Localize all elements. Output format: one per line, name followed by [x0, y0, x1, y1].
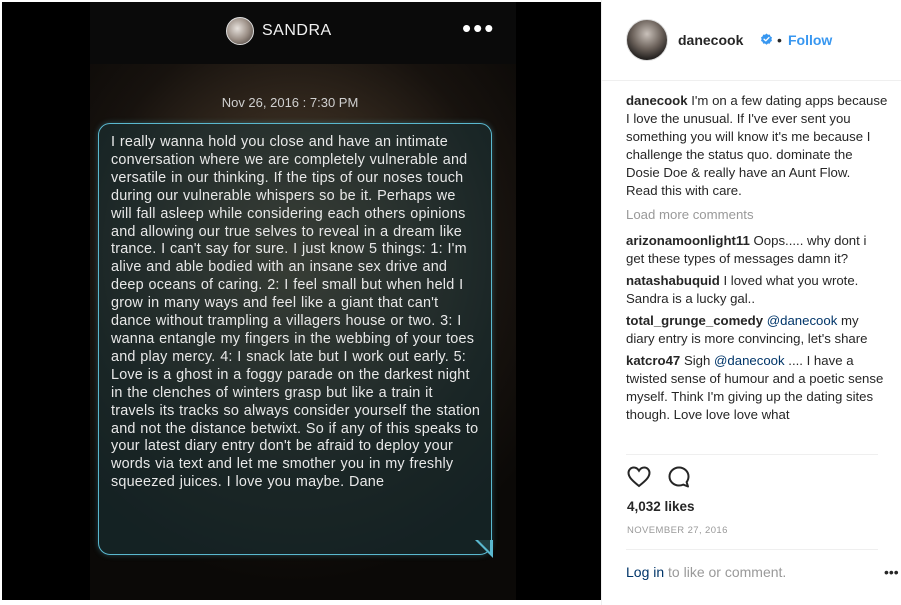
verified-badge-icon [760, 33, 773, 46]
contact-name: SANDRA [262, 22, 332, 39]
caption-text: I'm on a few dating apps because I love the unusual. If I've ever sent you something you will know it's me because I challenge the status quo. dominate the Dosie Doe & really have an Aunt Flow. [626, 93, 888, 180]
contact-avatar [226, 17, 254, 45]
message-bubble [98, 123, 492, 555]
comments-list [626, 92, 888, 454]
follow-button[interactable]: Follow [788, 32, 833, 48]
list-item [626, 312, 888, 348]
heart-icon[interactable] [626, 464, 652, 490]
list-item [626, 232, 888, 268]
comment-text: I loved what you wrote. Sandra is a lucky gal.. [626, 273, 859, 306]
login-prompt-text: to like or comment. [668, 564, 787, 580]
divider [626, 454, 878, 455]
more-options-icon[interactable]: ••• [884, 564, 899, 580]
comment-username[interactable]: total_grunge_comedy [626, 313, 764, 328]
comment-username[interactable]: natashabuquid [626, 273, 720, 288]
comment-text: Oops..... why dont i get these types of messages damn it? [626, 233, 867, 266]
comment-mention[interactable]: @danecook [766, 313, 838, 328]
likes-count[interactable]: 4,032 likes [627, 499, 695, 514]
avatar[interactable] [626, 19, 668, 61]
list-item [626, 272, 888, 308]
caption-text-2: Read this with care. [626, 183, 742, 198]
post-sidebar [601, 0, 901, 605]
post-header [602, 0, 901, 81]
caption [626, 92, 888, 200]
username-link[interactable]: danecook [678, 32, 744, 48]
comment-text: my diary entry is more convincing, let's share [626, 313, 868, 346]
load-more-comments[interactable]: Load more comments [626, 207, 754, 222]
bubble-tail-inner [478, 540, 490, 552]
list-item [626, 352, 888, 424]
caption-username[interactable]: danecook [626, 93, 688, 108]
header-separator: • [777, 32, 782, 48]
comment-icon[interactable] [666, 464, 692, 490]
comment-mention[interactable]: @danecook [714, 353, 785, 368]
comment-username[interactable]: katcro47 [626, 353, 681, 368]
comment-text: .... I have a twisted sense of humour and a poetic sense myself. Think I'm giving up the dating sites though. Love love love what [626, 353, 884, 422]
message-text: I really wanna hold you close and have an intimate conversation where we are completely vulnerable and versatile in our thinking. If the tips of our noses touch during our vulnerable whispers so be it. Perhaps we will fall asleep while considering each others opinions and allowing our true selves to reveal in a dream like trance. I can't say for sure. I just know 5 things: 1: I'm alive and able bodied with an insane sex drive and deep oceans of caring. 2: I feel small but when held I grow in many ways and feel like a giant that can't dance without trampling a villagers house or two. 3: I wanna entangle my fingers in the webbing of your toes and play mercy. 4: I snack late but I work out early. 5: Love is a ghost in a foggy parade on the darkest night in the clenches of winters grasp but like a train it travels its tracks so always consider yourself the station and not the distance betwixt. So if any of this speaks to your latest diary entry don't be afraid to deploy your words via text and let me smother you in my freshly squeezed juices. I love you maybe. Dane [111, 134, 481, 491]
login-prompt [626, 563, 786, 581]
message-timestamp: Nov 26, 2016 : 7:30 PM [221, 95, 359, 110]
login-link[interactable]: Log in [626, 564, 665, 580]
comment-pre-text: Sigh [683, 353, 711, 368]
post-date: NOVEMBER 27, 2016 [627, 525, 728, 536]
chat-more-icon: ••• [462, 13, 496, 43]
action-bar [626, 464, 746, 492]
comment-username[interactable]: arizonamoonlight11 [626, 233, 750, 248]
divider [626, 549, 878, 550]
